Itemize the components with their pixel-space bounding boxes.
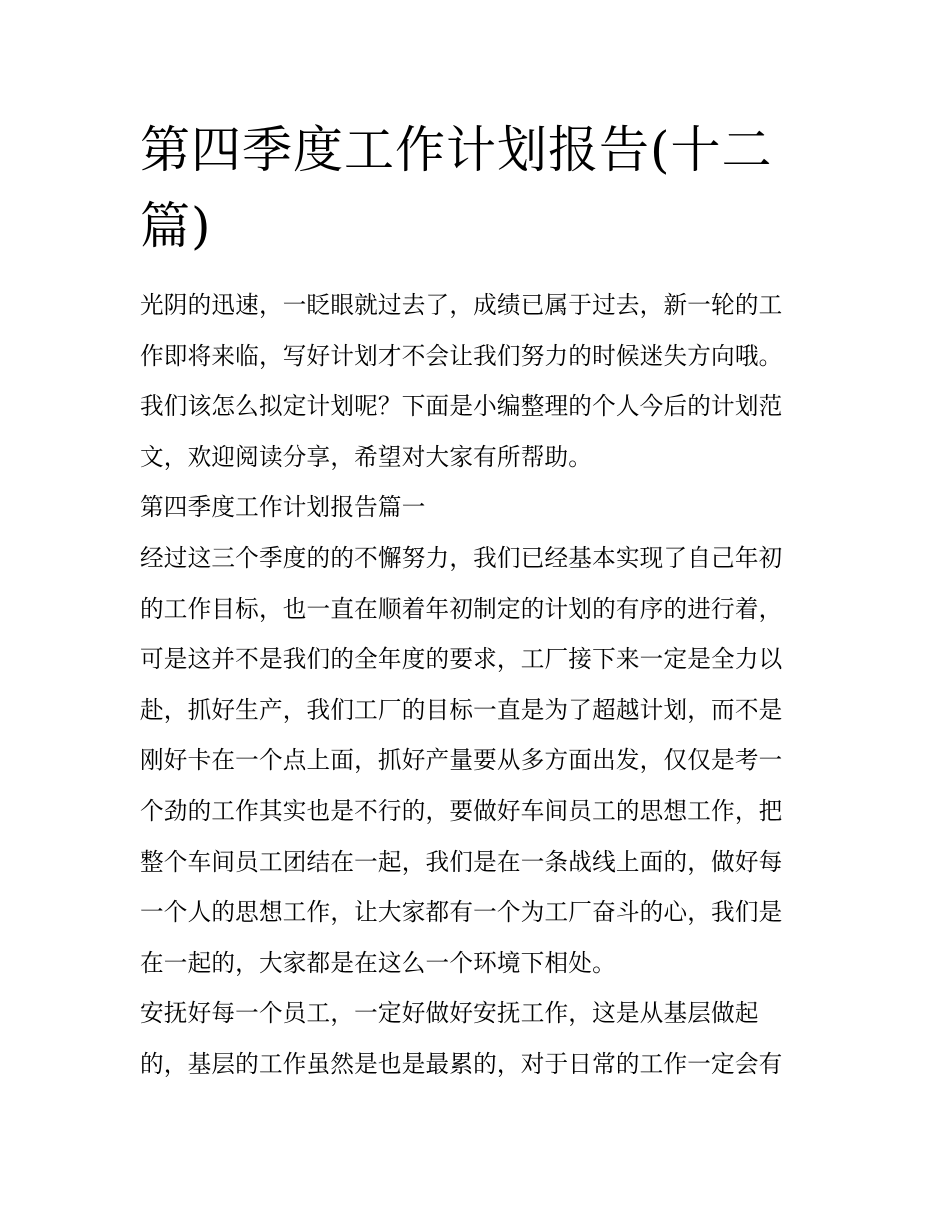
text-line: 的，基层的工作虽然是也是最累的，对于日常的工作一定会有 bbox=[140, 1049, 783, 1078]
text-line: 一个人的思想工作，让大家都有一个为工厂奋斗的心，我们是 bbox=[140, 898, 783, 927]
text-line: 刚好卡在一个点上面，抓好产量要从多方面出发，仅仅是考一 bbox=[140, 746, 783, 775]
text-line: 的工作目标，也一直在顺着年初制定的计划的有序的进行着， bbox=[140, 594, 783, 623]
document-body bbox=[140, 280, 820, 1090]
text-line: 安抚好每一个员工，一定好做好安抚工作，这是从基层做起 bbox=[140, 999, 759, 1028]
text-line: 经过这三个季度的的不懈努力，我们已经基本实现了自己年初 bbox=[140, 543, 783, 572]
text-line: 赴，抓好生产，我们工厂的目标一直是为了超越计划，而不是 bbox=[140, 695, 783, 724]
text-line: 我们该怎么拟定计划呢？下面是小编整理的个人今后的计划范 bbox=[140, 392, 783, 421]
text-line: 在一起的，大家都是在这么一个环境下相处。 bbox=[140, 948, 616, 977]
section-heading: 第四季度工作计划报告篇一 bbox=[140, 493, 426, 522]
text-line: 作即将来临，写好计划才不会让我们努力的时候迷失方向哦。 bbox=[140, 341, 783, 370]
title-line-1: 第四季度工作计划报告(十二 bbox=[140, 121, 773, 179]
text-line: 个劲的工作其实也是不行的，要做好车间员工的思想工作，把 bbox=[140, 796, 783, 825]
text-line: 可是这并不是我们的全年度的要求，工厂接下来一定是全力以 bbox=[140, 645, 783, 674]
text-line: 整个车间员工团结在一起，我们是在一条战线上面的，做好每 bbox=[140, 847, 783, 876]
title-line-2: 篇) bbox=[140, 197, 212, 255]
text-line: 光阴的迅速，一眨眼就过去了，成绩已属于过去，新一轮的工 bbox=[140, 291, 783, 319]
text-line: 文，欢迎阅读分享，希望对大家有所帮助。 bbox=[140, 442, 593, 471]
document-title bbox=[140, 112, 830, 264]
